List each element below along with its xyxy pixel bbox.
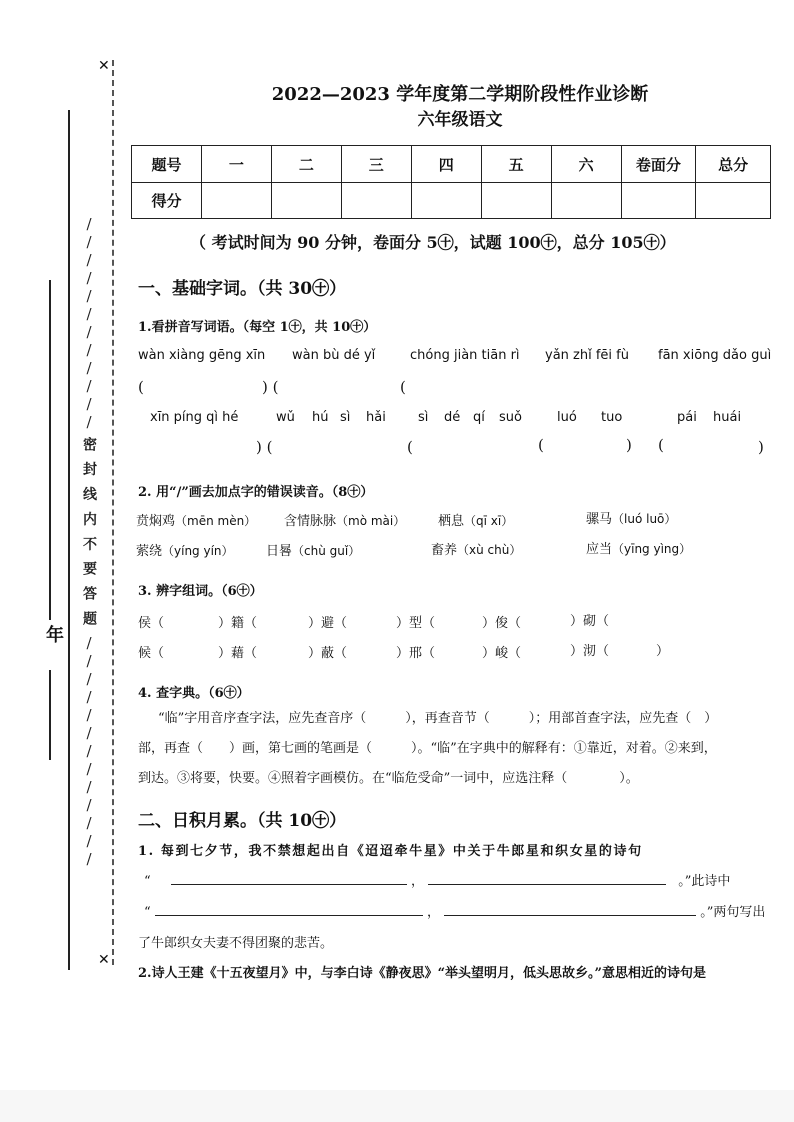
score-cell: 六 bbox=[551, 146, 621, 183]
pinyin-item: huái bbox=[713, 410, 742, 425]
score-cell: 一 bbox=[201, 146, 271, 183]
exam-note: （ 考试时间为 90 分钟，卷面分 5㊉，试题 100㊉，总分 105㊉） bbox=[190, 233, 676, 252]
score-input-cell[interactable] bbox=[411, 183, 481, 219]
pinyin-item: fān xiōng dǎo guì bbox=[658, 348, 772, 363]
score-cell: 总分 bbox=[696, 146, 771, 183]
word-pair: ）蔽（ bbox=[308, 646, 348, 661]
score-cell: 五 bbox=[481, 146, 551, 183]
pinyin-item: dé bbox=[444, 410, 461, 425]
score-table bbox=[131, 145, 771, 219]
reading-item: 贲焖鸡（mēn mèn） bbox=[136, 514, 257, 529]
word-pair: ）型（ bbox=[396, 616, 436, 631]
pinyin-item: hǎi bbox=[366, 410, 386, 425]
reading-item: 畜养（xù chù） bbox=[431, 543, 522, 558]
score-cell: 三 bbox=[341, 146, 411, 183]
word-pair: 侯（ bbox=[138, 616, 165, 631]
reading-item: 栖息（qī xī） bbox=[438, 514, 514, 529]
pinyin-item: pái bbox=[677, 410, 697, 425]
score-input-cell[interactable] bbox=[621, 183, 696, 219]
pinyin-item: wǔ bbox=[276, 410, 295, 425]
reading-item: 日晷（chù guǐ） bbox=[266, 544, 361, 559]
s2-q1-tail: 了牛郎织女夫妻不得团聚的悲苦。 bbox=[138, 936, 334, 951]
s2-q1-prompt: 1. 每到七夕节，我不禁想起出自《迢迢牵牛星》中关于牛郎星和织女星的诗句 bbox=[138, 844, 643, 859]
poem-blank-row bbox=[144, 899, 765, 920]
word-pair: ）沏（ bbox=[570, 644, 610, 659]
answer-paren: ( bbox=[138, 378, 144, 396]
binding-notice: 密 封 线 内 不 要 答 题 bbox=[81, 437, 97, 629]
year-label: 年 bbox=[43, 625, 64, 643]
class-write-line bbox=[49, 670, 51, 760]
reading-item: 骡马（luó luō） bbox=[586, 512, 677, 527]
score-table-header-row bbox=[132, 146, 771, 183]
q3-prompt: 3. 辨字组词。（6㊉） bbox=[138, 584, 263, 599]
word-pair: ） bbox=[656, 644, 670, 659]
answer-paren: ) bbox=[758, 438, 764, 456]
q4-line: “临”字用音序查字法，应先查音序（ ），再查音节（ ）；用部首查字法，应先查（ ） bbox=[158, 711, 718, 726]
answer-blank[interactable] bbox=[444, 899, 696, 916]
word-pair: ）峻（ bbox=[482, 646, 522, 661]
word-pair: ）避（ bbox=[308, 616, 348, 631]
pinyin-item: wàn bù dé yǐ bbox=[292, 348, 376, 363]
answer-blank[interactable] bbox=[171, 868, 407, 885]
q1-prompt: 1.看拼音写词语。（每空 1㊉，共 10㊉） bbox=[138, 320, 377, 335]
q4-prompt: 4. 查字典。（6㊉） bbox=[138, 686, 250, 701]
answer-paren: ( bbox=[538, 436, 544, 454]
word-pair: ）俊（ bbox=[482, 616, 522, 631]
section1-title: 一、基础字词。（共 30㊉） bbox=[138, 279, 347, 299]
pinyin-item: chóng jiàn tiān rì bbox=[410, 348, 520, 363]
score-input-cell[interactable] bbox=[551, 183, 621, 219]
pinyin-item: qí bbox=[473, 410, 485, 425]
comma: ， bbox=[410, 874, 424, 889]
answer-paren: ) ( bbox=[262, 378, 279, 396]
line-end-text: 。”两句写出 bbox=[700, 905, 766, 920]
comma: ， bbox=[426, 905, 440, 920]
name-write-line bbox=[49, 280, 51, 620]
poem-blank-row bbox=[144, 868, 730, 889]
answer-paren: ) bbox=[626, 436, 632, 454]
score-cell: 卷面分 bbox=[621, 146, 696, 183]
pinyin-item: sì bbox=[418, 410, 429, 425]
word-pair: ）砌（ bbox=[570, 614, 610, 629]
answer-paren: ( bbox=[407, 438, 413, 456]
q4-line: 部，再查（ ）画，第七画的笔画是（ ）。“临”在字典中的解释有：①靠近，对着。②来到， bbox=[138, 741, 717, 756]
word-pair: ）籍（ bbox=[218, 616, 258, 631]
corner-mark-top: ✕ bbox=[98, 58, 110, 74]
word-pair: ）藉（ bbox=[218, 646, 258, 661]
score-input-cell[interactable] bbox=[696, 183, 771, 219]
pinyin-item: yǎn zhǐ fēi fù bbox=[545, 348, 629, 363]
reading-item: 萦绕（yíng yín） bbox=[136, 544, 234, 559]
answer-paren: ) ( bbox=[256, 438, 273, 456]
exam-title: 2022—2023 学年度第二学期阶段性作业诊断 bbox=[271, 84, 649, 105]
pinyin-item: luó bbox=[557, 410, 577, 425]
line-end-text: 。”此诗中 bbox=[678, 874, 731, 889]
pinyin-item: wàn xiàng gēng xīn bbox=[138, 348, 266, 363]
page-bottom-margin bbox=[0, 1090, 794, 1122]
score-row-label: 得分 bbox=[132, 183, 202, 219]
answer-blank[interactable] bbox=[428, 868, 666, 885]
q4-line: 到达。③将要，快要。④照着字画模仿。在“临危受命”一词中，应选注释（ ）。 bbox=[138, 771, 639, 786]
open-quote: “ bbox=[144, 874, 151, 889]
answer-paren: ( bbox=[658, 436, 664, 454]
score-cell: 二 bbox=[271, 146, 341, 183]
binding-solid-line bbox=[68, 110, 70, 970]
corner-mark-bottom: ✕ bbox=[98, 952, 110, 968]
pinyin-item: suǒ bbox=[499, 410, 522, 425]
exam-subtitle: 六年级语文 bbox=[417, 110, 503, 130]
score-input-cell[interactable] bbox=[481, 183, 551, 219]
word-pair: ）邢（ bbox=[396, 646, 436, 661]
pinyin-item: hú bbox=[312, 410, 329, 425]
score-input-cell[interactable] bbox=[201, 183, 271, 219]
binding-slashes-top: / / / / / / / / / / / / bbox=[86, 215, 92, 431]
binding-dashed-line bbox=[112, 60, 114, 965]
score-cell: 四 bbox=[411, 146, 481, 183]
q2-prompt: 2. 用“/”画去加点字的错误读音。（8㊉） bbox=[138, 485, 374, 500]
score-table-score-row bbox=[132, 183, 771, 219]
open-quote: “ bbox=[144, 905, 151, 920]
s2-q2-prompt: 2.诗人王建《十五夜望月》中，与李白诗《静夜思》“举头望明月，低头思故乡。”意思相近的诗句是 bbox=[138, 966, 707, 981]
answer-blank[interactable] bbox=[155, 899, 423, 916]
score-input-cell[interactable] bbox=[341, 183, 411, 219]
reading-item: 应当（yīng yìng） bbox=[586, 542, 692, 557]
binding-strip bbox=[78, 215, 100, 868]
pinyin-item: sì bbox=[340, 410, 351, 425]
reading-item: 含情脉脉（mò mài） bbox=[284, 514, 406, 529]
pinyin-item: tuo bbox=[601, 410, 623, 425]
binding-slashes-bottom: / / / / / / / / / / / / / bbox=[86, 634, 92, 869]
pinyin-item: xīn píng qì hé bbox=[150, 410, 239, 425]
section2-title: 二、日积月累。（共 10㊉） bbox=[138, 811, 347, 831]
score-cell: 题号 bbox=[132, 146, 202, 183]
word-pair: 候（ bbox=[138, 646, 165, 661]
answer-paren: ( bbox=[400, 378, 406, 396]
student-info-column bbox=[35, 280, 65, 760]
score-input-cell[interactable] bbox=[271, 183, 341, 219]
